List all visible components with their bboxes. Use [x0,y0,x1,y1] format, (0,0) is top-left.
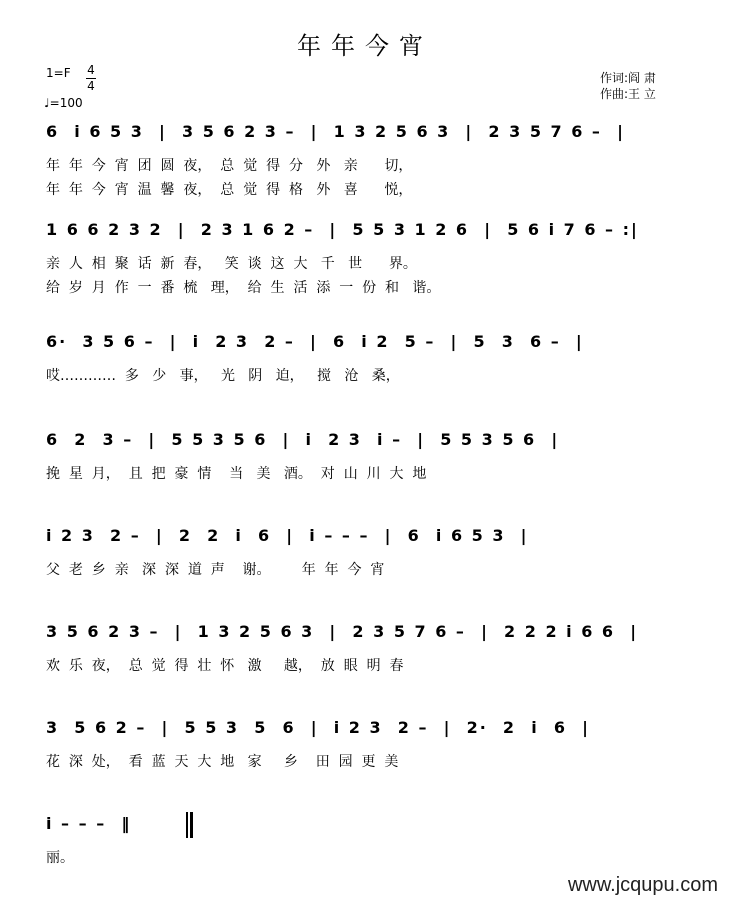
lyrics-line-6: 欢 乐 夜， 总 觉 得 壮 怀 激 越， 放 眼 明 春 [46,658,404,674]
lyricist-credit: 作词:阎 肃 [600,71,656,85]
lyrics-line-3: 哎………… 多 少 事， 光 阴 迫， 搅 沧 桑， [46,368,400,384]
notation-line-5: i 2 3 2 – | 2 2 i 6 | i – – – | 6 i 6 5 3 | [46,526,529,545]
time-signature [86,64,96,93]
lyrics-line-8: 丽。 [46,850,74,866]
notation-line-4: 6 2 3 – | 5 5 3 5 6 | i 2 3 i – | 5 5 3 5 6 | [46,430,560,449]
notation-line-7: 3 5 6 2 – | 5 5 3 5 6 | i 2 3 2 – | 2· 2 i 6 | [46,718,590,737]
lyrics-verse2-line-1: 年 年 今 宵 温 馨 夜， 总 觉 得 格 外 喜 悦， [46,182,413,198]
notation-line-1: 6 i 6 5 3 | 3 5 6 2 3 – | 1 3 2 5 6 3 | 2 3 5 7 6 – | [46,122,625,141]
page-title: 年年今宵 [297,32,433,60]
notation-line-2: 1 6 6 2 3 2 | 2 3 1 6 2 – | 5 5 3 1 2 6 | 5 6 i 7 6 – :| [46,220,639,239]
lyrics-verse1-line-2: 亲 人 相 聚 话 新 春， 笑 谈 这 大 千 世 界。 [46,256,417,272]
time-signature-top: 4 [87,63,95,77]
time-signature-bottom: 4 [87,79,95,93]
final-barline-thick [190,812,193,838]
notation-line-3: 6· 3 5 6 – | i 2 3 2 – | 6 i 2 5 – | 5 3 6 – | [46,332,584,351]
watermark-url: www.jcqupu.com [567,874,718,896]
lyrics-line-5: 父 老 乡 亲 深 深 道 声 谢。 年 年 今 宵 [46,562,385,578]
final-barline-thin [186,812,188,838]
notation-line-8: i – – – ‖ [46,814,132,833]
credits [600,70,656,102]
composer-credit: 作曲:王 立 [600,87,656,101]
lyrics-verse1-line-1: 年 年 今 宵 团 圆 夜， 总 觉 得 分 外 亲 切， [46,158,413,174]
notation-line-6: 3 5 6 2 3 – | 1 3 2 5 6 3 | 2 3 5 7 6 – | 2 2 2 i 6 6 | [46,622,639,641]
key-signature: 1=F [46,66,71,80]
lyrics-verse2-line-2: 给 岁 月 作 一 番 梳 理， 给 生 活 添 一 份 和 谐。 [46,280,441,296]
lyrics-line-7: 花 深 处， 看 蓝 天 大 地 家 乡 田 园 更 美 [46,754,399,770]
tempo-marking: ♩=100 [44,96,83,110]
lyrics-line-4: 挽 星 月， 且 把 豪 情 当 美 酒。 对 山 川 大 地 [46,466,427,482]
